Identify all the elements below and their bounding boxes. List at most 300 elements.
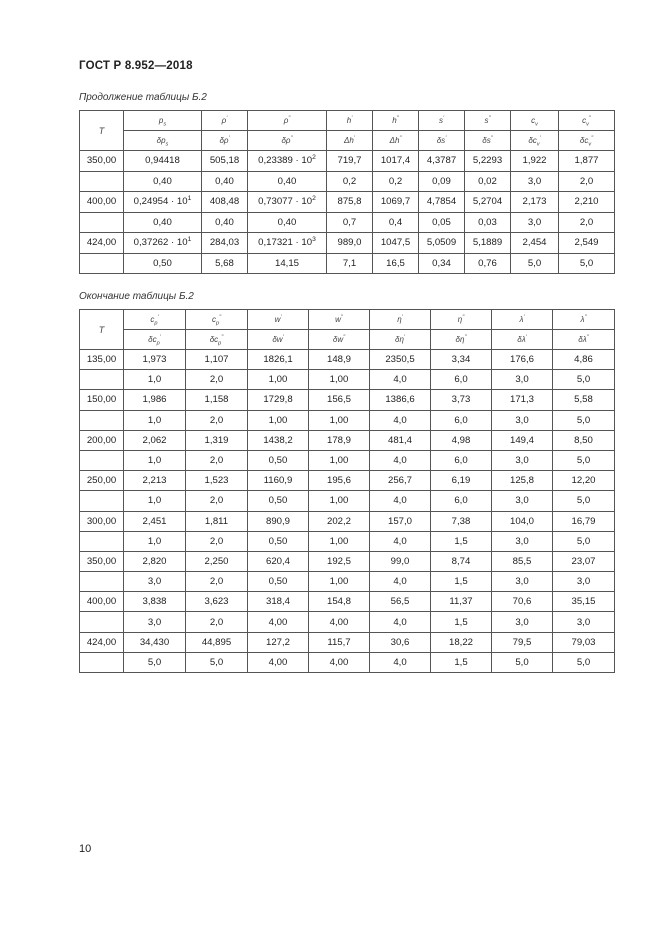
cell-value: 1017,4 [380,155,411,167]
column-header [559,111,615,131]
header-row-top [80,310,615,330]
cell-value: 0,24954 · 10 [133,196,188,208]
value-cell [202,171,248,192]
value-cell [465,192,511,213]
cell-value: 3,0 [515,535,529,547]
temperature-cell [80,652,124,672]
temperature-cell [80,612,124,632]
value-cell [248,491,309,511]
header-symbol: δc [528,136,537,145]
cell-value: 2,820 [142,555,167,567]
cell-value: 44,895 [201,636,232,648]
value-cell [186,370,248,390]
value-cell [327,192,373,213]
value-cell [186,652,248,672]
cell-value: 0,40 [277,216,297,228]
cell-value: 85,5 [512,555,532,567]
value-cell [327,151,373,172]
value-cell [559,233,615,254]
temperature-cell: 200,00 [80,430,124,450]
temperature-cell: 424,00 [80,233,124,254]
cell-value: 1,0 [147,455,162,467]
cell-value: 2,0 [209,616,224,628]
column-header [202,111,248,131]
value-cell [370,632,431,652]
column-header [186,310,248,330]
value-cell [186,592,248,612]
value-cell [124,471,186,491]
cell-value: 1,00 [268,374,288,386]
cell-value: 0,02 [478,175,497,187]
cell-value: 5,2704 [472,196,503,208]
cell-value: 3,0 [527,216,542,228]
header-subscript: v [586,121,589,128]
cell-value: 318,4 [265,596,290,608]
cell-value: 56,5 [390,596,410,608]
value-cell [431,632,492,652]
cell-value: 1,00 [329,414,349,426]
cell-value: 4,0 [393,576,407,588]
cell-value: 2,213 [142,475,167,487]
value-cell [553,632,615,652]
value-cell [124,430,186,450]
header-symbol: η [397,315,402,324]
cell-value: 30,6 [390,636,410,648]
value-cell [431,410,492,430]
header-superscript: ' [525,334,527,341]
value-cell [511,233,559,254]
cell-value: 5,0 [576,374,591,386]
value-cell [559,151,615,172]
value-cell [370,430,431,450]
header-superscript: " [462,314,465,321]
table-row [80,171,615,192]
value-cell [559,253,615,274]
table-row [80,151,615,172]
temperature-cell: 150,00 [80,390,124,410]
value-cell [492,592,553,612]
header-symbol: s [484,116,489,125]
cell-value: 0,40 [153,216,172,228]
cell-value: 2,454 [522,237,547,249]
column-header [370,310,431,330]
header-subscript: v [535,121,538,128]
cell-value: 4,00 [268,656,288,668]
value-cell [124,212,202,233]
value-cell [559,212,615,233]
table2-caption: Окончание таблицы Б.2 [79,291,194,302]
uncertainty-header [124,330,186,350]
header-row-bottom [80,330,615,350]
cell-value: 176,6 [509,354,534,366]
cell-value: 0,76 [478,257,497,269]
cell-value: 115,7 [327,636,351,648]
header-superscript: ' [401,314,403,321]
value-cell [124,592,186,612]
value-cell [248,212,327,233]
column-header [553,310,615,330]
value-cell [248,151,327,172]
temperature-cell: 350,00 [80,151,124,172]
header-superscript: ' [228,135,230,142]
value-cell [431,592,492,612]
header-symbol: δc [148,335,157,344]
value-cell [553,430,615,450]
value-cell [248,192,327,213]
value-cell [553,390,615,410]
cell-value: 5,0 [515,656,529,668]
value-cell [248,551,309,571]
cell-value: 4,0 [393,414,407,426]
cell-value: 3,0 [147,576,162,588]
cell-value: 99,0 [390,555,410,567]
value-cell [492,350,553,370]
cell-value: 2,0 [209,535,224,547]
table-row [80,192,615,213]
value-cell [511,171,559,192]
cell-value: 3,0 [576,616,591,628]
cell-value: 3,73 [451,394,471,406]
cell-value: 505,18 [209,155,240,167]
header-symbol: δη [395,335,404,344]
uncertainty-header [248,131,327,151]
cell-value: 0,40 [277,175,297,187]
column-header [309,310,370,330]
value-cell [431,390,492,410]
cell-value: 2,0 [209,374,224,386]
column-header [248,310,309,330]
cell-value: 79,5 [512,636,532,648]
cell-value: 154,8 [326,596,351,608]
value-cell [248,370,309,390]
value-cell [492,632,553,652]
header-superscript: ' [403,334,405,341]
uncertainty-header [492,330,553,350]
value-cell [186,531,248,551]
cell-value: 79,03 [571,636,596,648]
temperature-cell [80,531,124,551]
value-cell [419,171,465,192]
cell-value: 2,062 [142,434,167,446]
header-superscript: " [586,334,589,341]
header-superscript: " [396,115,399,122]
cell-value: 3,0 [515,495,529,507]
cell-value: 1,0 [147,414,162,426]
value-cell [465,171,511,192]
cell-value: 23,07 [571,555,596,567]
cell-value: 1069,7 [380,196,411,208]
cell-value: 3,623 [204,596,229,608]
header-subscript: s [165,141,169,148]
value-cell [465,151,511,172]
value-cell [248,572,309,592]
cell-value: 3,0 [576,576,591,588]
cell-value: 1,00 [329,374,349,386]
cell-value: 620,4 [265,555,290,567]
cell-value: 1826,1 [263,354,293,366]
value-cell [186,390,248,410]
value-cell [124,171,202,192]
table-row [80,410,615,430]
cell-value: 1047,5 [380,237,411,249]
cell-value: 1,922 [522,155,547,167]
cell-value: 2,549 [574,237,599,249]
header-symbol: h [392,116,397,125]
value-cell [553,551,615,571]
cell-value: 0,09 [432,175,451,187]
value-cell [186,410,248,430]
header-subscript: p [154,320,158,327]
value-cell [431,572,492,592]
table-row [80,430,615,450]
cell-value: 3,0 [527,175,542,187]
uncertainty-header [419,131,465,151]
value-cell [309,632,370,652]
column-header [492,310,553,330]
cell-value: 0,2 [388,175,403,187]
value-cell [186,471,248,491]
cell-value: 3,34 [451,354,471,366]
uncertainty-header [202,131,248,151]
page-number: 10 [79,843,92,855]
cell-value: 6,0 [454,495,468,507]
cell-value: 284,03 [209,237,240,249]
column-header [124,111,202,131]
cell-value: 6,0 [454,455,468,467]
value-cell [248,471,309,491]
cell-value: 1,5 [454,656,468,668]
cell-value: 3,0 [515,414,529,426]
cell-value: 2,210 [574,196,599,208]
temperature-cell [80,491,124,511]
value-cell [186,612,248,632]
header-symbol: δλ [517,335,526,344]
value-cell [248,410,309,430]
value-cell [248,592,309,612]
value-cell [124,511,186,531]
uncertainty-header [553,330,615,350]
value-cell [124,390,186,410]
header-symbol: c [531,116,536,125]
cell-value: 1386,6 [385,394,415,406]
value-cell [431,551,492,571]
cell-value: 5,0 [147,656,162,668]
value-cell [124,531,186,551]
cell-value: 0,40 [153,175,172,187]
uncertainty-header [373,131,419,151]
cell-exponent: 1 [187,195,192,203]
value-cell [553,370,615,390]
value-cell [373,171,419,192]
value-cell [248,350,309,370]
cell-value: 12,20 [571,475,596,487]
cell-value: 0,17321 · 10 [258,237,313,249]
cell-value: 2,451 [142,515,167,527]
cell-value: 4,00 [329,656,349,668]
header-superscript: " [399,135,402,142]
value-cell [124,233,202,254]
value-cell [431,430,492,450]
value-cell [124,253,202,274]
value-cell [492,531,553,551]
header-symbol: p [158,116,164,125]
header-symbol: δs [436,136,446,145]
value-cell [492,430,553,450]
temperature-cell: 400,00 [80,592,124,612]
value-cell [186,350,248,370]
header-superscript: " [221,334,224,341]
value-cell [248,253,327,274]
cell-value: 157,0 [387,515,412,527]
header-subscript: p [218,340,222,347]
header-symbol: δρ [281,136,291,145]
cell-value: 4,00 [268,616,288,628]
value-cell [248,632,309,652]
cell-value: 3,0 [515,576,529,588]
value-cell [309,430,370,450]
value-cell [370,592,431,612]
cell-value: 0,73077 · 10 [258,196,313,208]
value-cell [124,572,186,592]
table1 [79,110,615,274]
value-cell [431,370,492,390]
value-cell [431,511,492,531]
cell-value: 171,3 [509,394,534,406]
cell-value: 1,00 [329,495,349,507]
column-header [431,310,492,330]
cell-value: 7,38 [451,515,471,527]
uncertainty-header [511,131,559,151]
header-symbol: δc [209,335,219,344]
temperature-cell: 400,00 [80,192,124,213]
column-header [124,310,186,330]
header-symbol: λ [580,315,585,324]
cell-value: 2,0 [209,495,224,507]
cell-value: 195,6 [326,475,351,487]
value-cell [309,652,370,672]
temperature-cell [80,572,124,592]
cell-value: 0,05 [432,216,451,228]
value-cell [553,531,615,551]
value-cell [559,171,615,192]
value-cell [327,171,373,192]
value-cell [553,471,615,491]
cell-value: 3,0 [515,616,529,628]
value-cell [309,471,370,491]
cell-value: 5,1889 [472,237,503,249]
value-cell [309,370,370,390]
cell-value: 5,68 [215,257,234,269]
value-cell [309,350,370,370]
cell-value: 5,0 [576,535,591,547]
header-superscript: " [290,135,293,142]
cell-value: 0,23389 · 10 [258,155,313,167]
header-superscript: ' [539,135,541,142]
table-row [80,450,615,470]
cell-value: 8,50 [574,434,593,446]
value-cell [124,652,186,672]
table-row [80,233,615,254]
column-header [248,111,327,131]
cell-value: 5,0 [576,414,591,426]
cell-value: 1729,8 [263,394,293,406]
cell-value: 1,107 [204,354,229,366]
table-row [80,491,615,511]
cell-value: 0,7 [342,216,357,228]
cell-value: 5,58 [574,394,593,406]
header-subscript: s [163,121,167,128]
cell-value: 5,0 [527,257,542,269]
cell-value: 0,4 [388,216,403,228]
value-cell [492,370,553,390]
header-symbol: δc [579,136,589,145]
header-superscript: ' [445,135,447,142]
value-cell [373,192,419,213]
cell-value: 0,40 [215,216,234,228]
value-cell [124,551,186,571]
value-cell [309,592,370,612]
value-cell [370,572,431,592]
value-cell [202,253,248,274]
cell-value: 256,7 [387,475,412,487]
temperature-cell: 424,00 [80,632,124,652]
cell-value: 0,50 [268,495,288,507]
header-symbol: δη [455,335,465,344]
header-superscript: " [340,314,343,321]
header-symbol: Δh [389,136,400,145]
value-cell [370,491,431,511]
cell-value: 4,00 [329,616,349,628]
value-cell [327,212,373,233]
table-row [80,551,615,571]
value-cell [419,212,465,233]
value-cell [492,572,553,592]
value-cell [370,551,431,571]
cell-value: 104,0 [509,515,534,527]
table-row [80,531,615,551]
header-symbol: δλ [578,335,587,344]
value-cell [370,511,431,531]
temperature-cell [80,171,124,192]
cell-value: 2,0 [209,576,224,588]
cell-value: 0,50 [268,576,288,588]
header-row-bottom [80,131,615,151]
value-cell [419,253,465,274]
header-superscript: ' [523,314,525,321]
header-symbol: δp [156,136,166,145]
value-cell [186,450,248,470]
header-symbol: h [346,116,352,125]
cell-value: 16,79 [571,515,596,527]
table-row [80,390,615,410]
cell-value: 4,86 [574,354,593,366]
cell-value: 1,973 [142,354,167,366]
cell-value: 2,250 [204,555,229,567]
value-cell [309,450,370,470]
value-cell [124,632,186,652]
value-cell [327,233,373,254]
temperature-cell [80,212,124,233]
column-header [465,111,511,131]
cell-value: 4,0 [393,535,407,547]
value-cell [465,233,511,254]
value-cell [370,450,431,470]
value-cell [492,410,553,430]
value-cell [202,212,248,233]
header-superscript: " [343,334,346,341]
header-symbol: s [438,116,443,125]
cell-value: 4,0 [393,374,407,386]
